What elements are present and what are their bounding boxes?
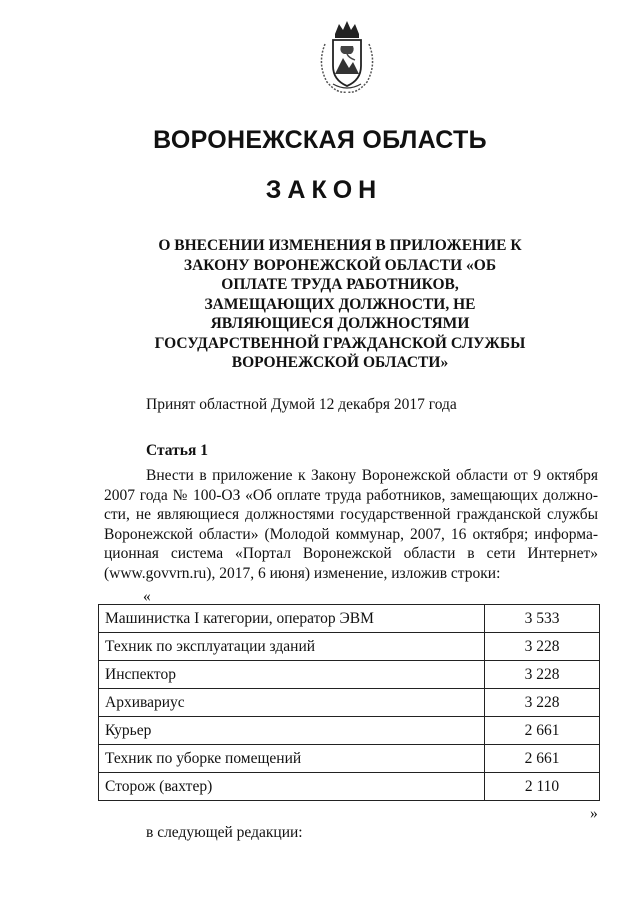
- position-cell: Техник по уборке помещений: [99, 745, 485, 773]
- table-row: [99, 745, 600, 773]
- rate-cell: 3 533: [485, 605, 600, 633]
- law-title: [150, 236, 530, 373]
- rate-cell: 2 661: [485, 717, 600, 745]
- table-row: [99, 661, 600, 689]
- table-row: [99, 633, 600, 661]
- law-title-line: О ВНЕСЕНИИ ИЗМЕНЕНИЯ В ПРИЛОЖЕНИЕ К: [158, 237, 522, 254]
- adoption-date: Принят областной Думой 12 декабря 2017 года: [146, 396, 457, 413]
- position-cell: Инспектор: [99, 661, 485, 689]
- opening-quote: «: [143, 588, 151, 605]
- article-line: ционная система «Портал Воронежской области в сети Интернет»: [104, 545, 598, 562]
- article-heading: Статья 1: [146, 442, 208, 459]
- coat-of-arms-icon: [311, 18, 383, 96]
- rate-cell: 2 110: [485, 773, 600, 801]
- followup-text: в следующей редакции:: [146, 824, 303, 841]
- article-line: Воронежской области» (Молодой коммунар, 2007, 16 октября; информа-: [104, 525, 598, 543]
- position-cell: Техник по эксплуатации зданий: [99, 633, 485, 661]
- article-line: Внести в приложение к Закону Воронежской области от 9 октября: [146, 467, 598, 484]
- document-type-heading: ЗАКОН: [265, 176, 383, 204]
- law-title-line: ЗАМЕЩАЮЩИХ ДОЛЖНОСТИ, НЕ: [204, 295, 476, 313]
- table-row: [99, 605, 600, 633]
- position-cell: Сторож (вахтер): [99, 773, 485, 801]
- law-title-line: ОПЛАТЕ ТРУДА РАБОТНИКОВ,: [221, 276, 459, 293]
- rate-cell: 3 228: [485, 633, 600, 661]
- rate-cell: 3 228: [485, 661, 600, 689]
- salary-table: [98, 604, 600, 801]
- table-row: [99, 773, 600, 801]
- rate-cell: 3 228: [485, 689, 600, 717]
- position-cell: Архивариус: [99, 689, 485, 717]
- table-row: [99, 717, 600, 745]
- article-line: (www.govvrn.ru), 2017, 6 июня) изменение, изложив строки:: [104, 564, 501, 582]
- position-cell: Машинистка I категории, оператор ЭВМ: [99, 605, 485, 633]
- closing-quote: »: [590, 805, 598, 822]
- article-body: [104, 466, 598, 583]
- rate-cell: 2 661: [485, 745, 600, 773]
- law-title-line: ЯВЛЯЮЩИЕСЯ ДОЛЖНОСТЯМИ: [210, 315, 470, 332]
- table-row: [99, 689, 600, 717]
- law-title-line: ГОСУДАРСТВЕННОЙ ГРАЖДАНСКОЙ СЛУЖБЫ: [154, 334, 526, 352]
- article-line: 2007 года № 100-ОЗ «Об оплате труда работников, замещающих должно-: [104, 486, 598, 504]
- law-title-line: ЗАКОНУ ВОРОНЕЖСКОЙ ОБЛАСТИ «ОБ: [183, 256, 497, 274]
- position-cell: Курьер: [99, 717, 485, 745]
- article-line: сти, не являющиеся должностями государственной гражданской службы: [104, 506, 598, 523]
- law-title-line: ВОРОНЕЖСКОЙ ОБЛАСТИ»: [231, 354, 449, 371]
- region-heading: ВОРОНЕЖСКАЯ ОБЛАСТЬ: [153, 126, 487, 154]
